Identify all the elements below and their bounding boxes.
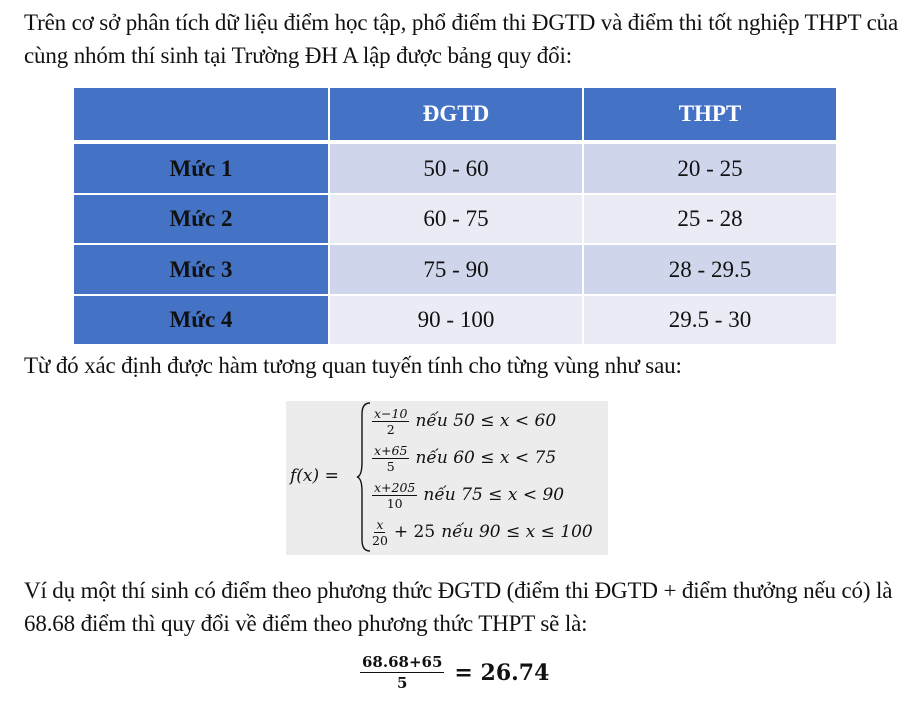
case-fraction [372, 443, 409, 474]
thpt-cell: 29.5 - 30 [583, 295, 837, 345]
case-condition: nếu 60 ≤ x < 75 [415, 448, 557, 468]
example-result: = 26.74 [454, 659, 550, 686]
header-empty-cell [73, 87, 329, 142]
function-name: f(x) [290, 466, 320, 486]
level-cell: Mức 2 [73, 194, 329, 244]
fraction-denominator: 20 [372, 532, 388, 548]
level-cell: Mức 3 [73, 244, 329, 294]
header-dgtd: ĐGTD [329, 87, 583, 142]
case-fraction [372, 517, 388, 548]
left-brace-icon [356, 400, 372, 554]
example-calculation [360, 652, 549, 693]
formula-lhs [290, 466, 339, 486]
thpt-cell: 28 - 29.5 [583, 244, 837, 294]
conversion-table [72, 86, 838, 346]
table-row [73, 244, 837, 294]
table-row [73, 295, 837, 345]
table-row [73, 142, 837, 194]
thpt-cell: 25 - 28 [583, 194, 837, 244]
example-fraction [360, 652, 444, 693]
thpt-cell: 20 - 25 [583, 142, 837, 194]
intro-paragraph: Trên cơ sở phân tích dữ liệu điểm học tập, phổ điểm thi ĐGTD và điểm thi tốt nghiệp THPT của cùng nhóm thí sinh tại Trường ĐH A lập được bảng quy đổi: [24, 10, 899, 68]
fraction-numerator: x+205 [374, 479, 416, 495]
level-cell: Mức 1 [73, 142, 329, 194]
case-condition: nếu 75 ≤ x < 90 [423, 485, 565, 505]
case-condition: nếu 50 ≤ x < 60 [415, 411, 557, 431]
table-row [73, 194, 837, 244]
case-fraction [372, 480, 417, 511]
fraction-numerator: x [376, 516, 384, 532]
fraction-numerator: 68.68+65 [362, 653, 443, 671]
header-thpt: THPT [583, 87, 837, 142]
formula-case-2 [372, 440, 556, 476]
fraction-numerator: x−10 [374, 405, 408, 421]
case-fraction [372, 406, 409, 437]
fraction-denominator: 5 [386, 458, 395, 474]
case-condition: nếu 90 ≤ x ≤ 100 [441, 522, 593, 542]
dgtd-cell: 50 - 60 [329, 142, 583, 194]
dgtd-cell: 75 - 90 [329, 244, 583, 294]
fraction-numerator: x+65 [374, 442, 408, 458]
formula-case-3 [372, 477, 564, 513]
fraction-denominator: 2 [386, 421, 395, 437]
case-addend: + 25 [393, 522, 436, 542]
table-header-row [73, 87, 837, 142]
level-cell: Mức 4 [73, 295, 329, 345]
example-paragraph: Ví dụ một thí sinh có điểm theo phương thức ĐGTD (điểm thi ĐGTD + điểm thưởng nếu có) là 68.68 điểm thì quy đổi về điểm theo phương thức THPT sẽ là: [24, 578, 893, 636]
dgtd-cell: 60 - 75 [329, 194, 583, 244]
formula-case-1 [372, 403, 556, 439]
formula-case-4 [372, 514, 593, 550]
dgtd-cell: 90 - 100 [329, 295, 583, 345]
equals-sign: = [324, 466, 339, 486]
middle-paragraph: Từ đó xác định được hàm tương quan tuyến tính cho từng vùng như sau: [24, 353, 682, 378]
fraction-denominator: 10 [386, 495, 403, 511]
fraction-denominator: 5 [396, 674, 408, 692]
